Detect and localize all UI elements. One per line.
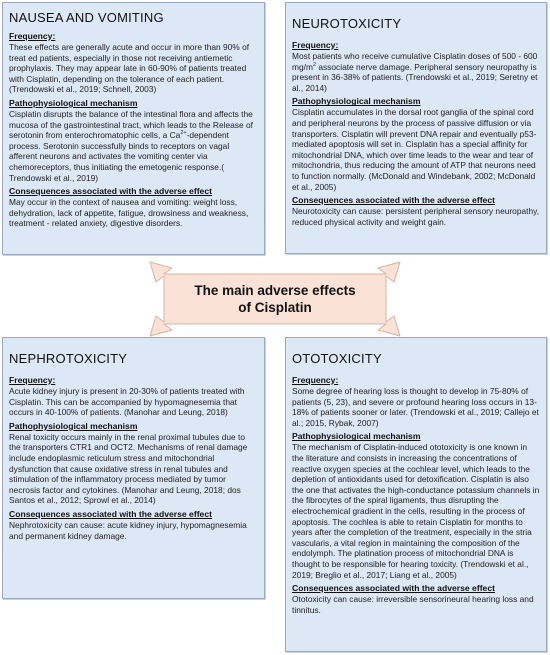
nephrotoxicity-box (2, 337, 265, 599)
center-label (160, 282, 390, 316)
oto-mechanism-text: The mechanism of Cisplatin-induced ototoxicity is one known in the literature and consists in increasing the concentrations of reactive oxygen species at the cochlear level, which leads to the depletion of antioxidants used for detoxification. Cisplatin is also the one that activates the high-conductance potassium channels in the fibrocytes of the spiral ligaments, thus disrupting the electrochemical gradient in the cells, resulting in the process of apoptosis. The cochlea is able to retain Cisplatin for months to years after the completion of the treatment, especially in the stria vascularis, a vital region in maintaining the composition of the endolymph. The platination process of mitochondrial DNA is thought to be responsible for hearing toxicity. (Trendowski et al., 2019; Breglio et al., 2017; Liang et al., 2005) (292, 442, 540, 580)
nephro-mechanism-heading: Pathophysiological mechanism (9, 420, 138, 431)
central-four-way-arrow (120, 256, 430, 342)
oto-consequences-text: Ototoxicity can cause: irreversible sensorineural hearing loss and tinnitus. (292, 594, 534, 615)
neuro-title: NEUROTOXICITY (292, 16, 402, 31)
nephro-consequences-text: Nephrotoxicity can cause: acute kidney injury, hypomagnesemia and permanent kidney damage. (9, 519, 247, 541)
ototoxicity-box (285, 337, 547, 652)
nephro-title: NEPHROTOXICITY (9, 351, 128, 366)
nausea-consequences-heading: Consequences associated with the adverse effect (9, 186, 212, 197)
neuro-frequency-heading: Frequency: (292, 40, 339, 50)
nausea-frequency-text: These effects are generally acute and occur in more than 90% of treat ed patients, especially in those not receiving antiemetic prophylaxis. They may appear late in 60-90% of patients treated with Cisplatin, depending on the tolerance of each patient. (Trendowski et al., 2019; Schnell, 2003) (9, 42, 250, 95)
neuro-mechanism-heading: Pathophysiological mechanism (292, 96, 421, 107)
oto-frequency-heading: Frequency: (292, 375, 339, 385)
nephro-consequences-heading: Consequences associated with the adverse effect (9, 508, 212, 519)
oto-title: OTOTOXICITY (292, 351, 382, 366)
neuro-consequences-text: Neurotoxicity can cause: persistent peripheral sensory neuropathy, reduced physical activity and weight gain. (292, 206, 540, 227)
nausea-vomiting-box (2, 2, 265, 255)
nausea-mechanism-text: Cisplatin disrupts the balance of the intestinal flora and affects the mucosa of the gastrointestinal tract, which leads to the Release of serotonin from enterochromatophic cells, a $Ca^{2+}$-dependent process. Serotonin successfully binds to receptors on vagal afferent neurons and activates the vomiting center via chemoreceptors, thus initiating the emetogenic response.( Trendowski et al., 2019) (9, 108, 253, 183)
center-label-line1: The main adverse effects (194, 283, 356, 298)
neurotoxicity-box (285, 2, 547, 254)
nephro-frequency-heading: Frequency: (9, 375, 56, 385)
nephro-mechanism-text: Renal toxicity occurs mainly in the renal proximal tubules due to the transporters CTR1 and OCT2. Mechanisms of renal damage include endoplasmic reticulum stress and mitochondrial dysfunction that cause oxidative stress in renal tubules and stimulation of the inflammatory process mediated by tumor necrosis factor and cytokines. (Manohar and Leung, 2018; dos Santos et al., 2012; Sprowl et al., 2014) (9, 431, 248, 506)
nausea-mechanism-heading: Pathophysiological mechanism (9, 97, 138, 108)
nausea-consequences-text: May occur in the context of nausea and vomiting: weight loss, dehydration, lack of appetite, fatigue, drowsiness and weakness, treatment - related anxiety, digestive disorders. (9, 197, 249, 229)
oto-consequences-heading: Consequences associated with the adverse effect (292, 583, 495, 594)
center-label-line2: of Cisplatin (238, 300, 312, 315)
neuro-consequences-heading: Consequences associated with the adverse effect (292, 195, 495, 206)
neuro-frequency-text: Most patients who receive cumulative Cisplatin doses of 500 - 600 $mg/m^2$ associate nerve damage. Peripheral sensory neuropathy is present in 36-38% of patients. (Trendowski et al., 2019; Seretny et al., 2014) (292, 51, 538, 93)
nephro-frequency-text: Acute kidney injury is present in 20-30% of patients treated with Cisplatin. This can be accompanied by hypomagnesemia that occurs in 40-100% of patients. (Manohar and Leung, 2018) (9, 386, 245, 418)
nausea-title: NAUSEA AND VOMITING (9, 10, 164, 25)
oto-frequency-text: Some degree of hearing loss is thought to develop in 75-80% of patients (5, 23), and severe or profound hearing loss occurs in 13-18% of patients sooner or later. (Trendowski et al., 2019; Callejo et al.; 2015, Rybak, 2007) (292, 386, 539, 428)
oto-mechanism-heading: Pathophysiological mechanism (292, 431, 421, 442)
neuro-mechanism-text: Cisplatin accumulates in the dorsal root ganglia of the spinal cord and peripheral neurons by the process of passive diffusion or via transporters. Cisplatin will prevent DNA repair and eventually p53-mediated apoptosis will set in. Cisplatin has a special affinity for mitochondrial DNA, which over time leads to the wear and tear of mitochondria, thus reducing the amount of ATP that neurons need to function normally. (McDonald and Windebank, 2002; McDonald et al., 2005) (292, 107, 537, 192)
nausea-frequency-heading: Frequency: (9, 31, 56, 41)
